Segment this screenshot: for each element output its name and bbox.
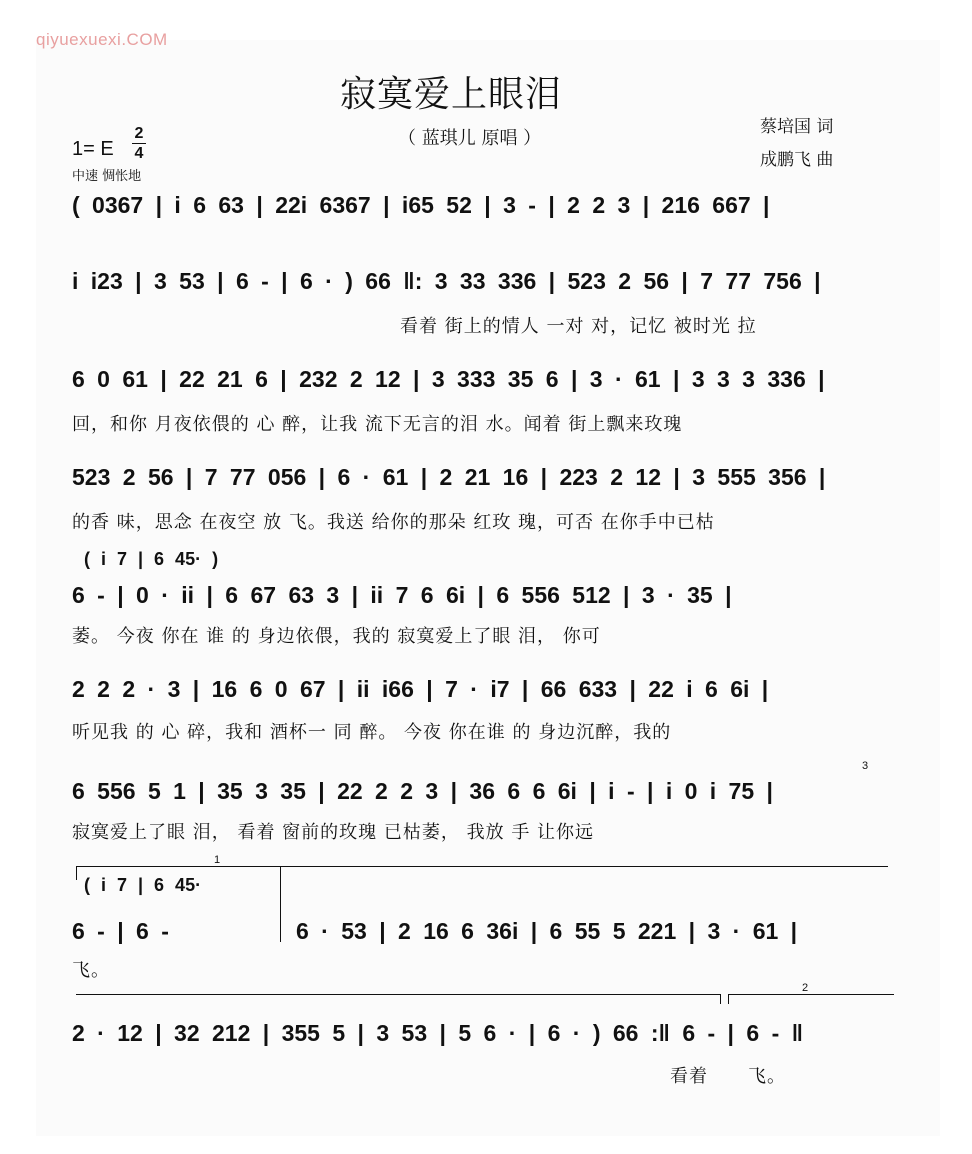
lyric-line: 看着 街上的情人 一对 对，记忆 被时光 拉: [400, 316, 757, 337]
lyricist-credit: 蔡培国 词: [760, 117, 834, 137]
watermark: qiyuexuexi.COM: [36, 30, 168, 49]
lyric-line: 的香 味，思念 在夜空 放 飞。我送 给你的那朵 红玫 瑰，可否 在你手中已枯: [72, 512, 715, 533]
notation-row: 6 · 53 | 2 16 6 36i | 6 55 5 221 | 3 · 61 |: [296, 918, 798, 944]
volta-bracket-1: [76, 866, 888, 867]
volta-number-1: 1: [214, 854, 221, 866]
notation-row: 2 · 12 | 32 212 | 355 5 | 3 53 | 5 6 · | 6 · ) 66 :‖ 6 - | 6 - ‖: [72, 1020, 804, 1046]
notation-row: 6 - | 0 · ii | 6 67 63 3 | ii 7 6 6i | 6 556 512 | 3 · 35 |: [72, 582, 732, 608]
volta-bracket-2: [728, 994, 894, 995]
lyric-line: 看着: [670, 1066, 708, 1087]
notation-row-alternate: ( i 7 | 6 45· ): [84, 549, 219, 569]
lyric-line: 飞。: [72, 960, 110, 981]
key-signature: 1= E: [72, 138, 114, 160]
notation-row: 2 2 2 · 3 | 16 6 0 67 | ii i66 | 7 · i7 | 66 633 | 22 i 6 6i |: [72, 676, 769, 702]
triplet-mark: 3: [862, 760, 869, 772]
song-title: 寂寞爱上眼泪: [340, 74, 563, 115]
time-signature-bottom: 4: [134, 145, 144, 162]
lyric-line: 萎。 今夜 你在 谁 的 身边依偎，我的 寂寞爱上了眼 泪， 你可: [72, 626, 601, 647]
volta-bracket-upper: [76, 994, 720, 995]
notation-row: 6 0 61 | 22 21 6 | 232 2 12 | 3 333 35 6 | 3 · 61 | 3 3 3 336 |: [72, 366, 825, 392]
original-singer: （ 蓝琪儿 原唱 ）: [398, 128, 542, 149]
volta-bracket-2-start: [728, 994, 729, 1004]
lyric-line: 回，和你 月夜依偎的 心 醉，让我 流下无言的泪 水。闻着 街上飘来玫瑰: [72, 414, 683, 435]
lyric-line: 飞。: [748, 1066, 786, 1087]
notation-row: 6 - | 6 -: [72, 918, 169, 944]
notation-row: ( 0367 | i 6 63 | 22i 6367 | i65 52 | 3 - | 2 2 3 | 216 667 |: [72, 192, 770, 218]
time-signature: [130, 125, 148, 162]
lyric-line: 寂寞爱上了眼 泪， 看着 窗前的玫瑰 已枯萎， 我放 手 让你远: [72, 822, 595, 843]
time-signature-top: 2: [134, 125, 144, 142]
volta-bracket-1-start: [76, 866, 77, 880]
tempo-marking: 中速 惆怅地: [72, 169, 142, 184]
barline: [280, 866, 281, 942]
composer-credit: 成鹏飞 曲: [760, 150, 834, 170]
notation-row: 6 556 5 1 | 35 3 35 | 22 2 2 3 | 36 6 6 6i | i - | i 0 i 75 |: [72, 778, 773, 804]
notation-row-alternate: ( i 7 | 6 45·: [84, 875, 202, 895]
volta-bracket-upper-end: [720, 994, 721, 1004]
notation-row: i i23 | 3 53 | 6 - | 6 · ) 66 ‖: 3 33 336 | 523 2 56 | 7 77 756 |: [72, 268, 821, 294]
volta-number-2: 2: [802, 982, 809, 994]
lyric-line: 听见我 的 心 碎，我和 酒杯一 同 醉。 今夜 你在谁 的 身边沉醉，我的: [72, 722, 672, 743]
notation-row: 523 2 56 | 7 77 056 | 6 · 61 | 2 21 16 | 223 2 12 | 3 555 356 |: [72, 464, 826, 490]
